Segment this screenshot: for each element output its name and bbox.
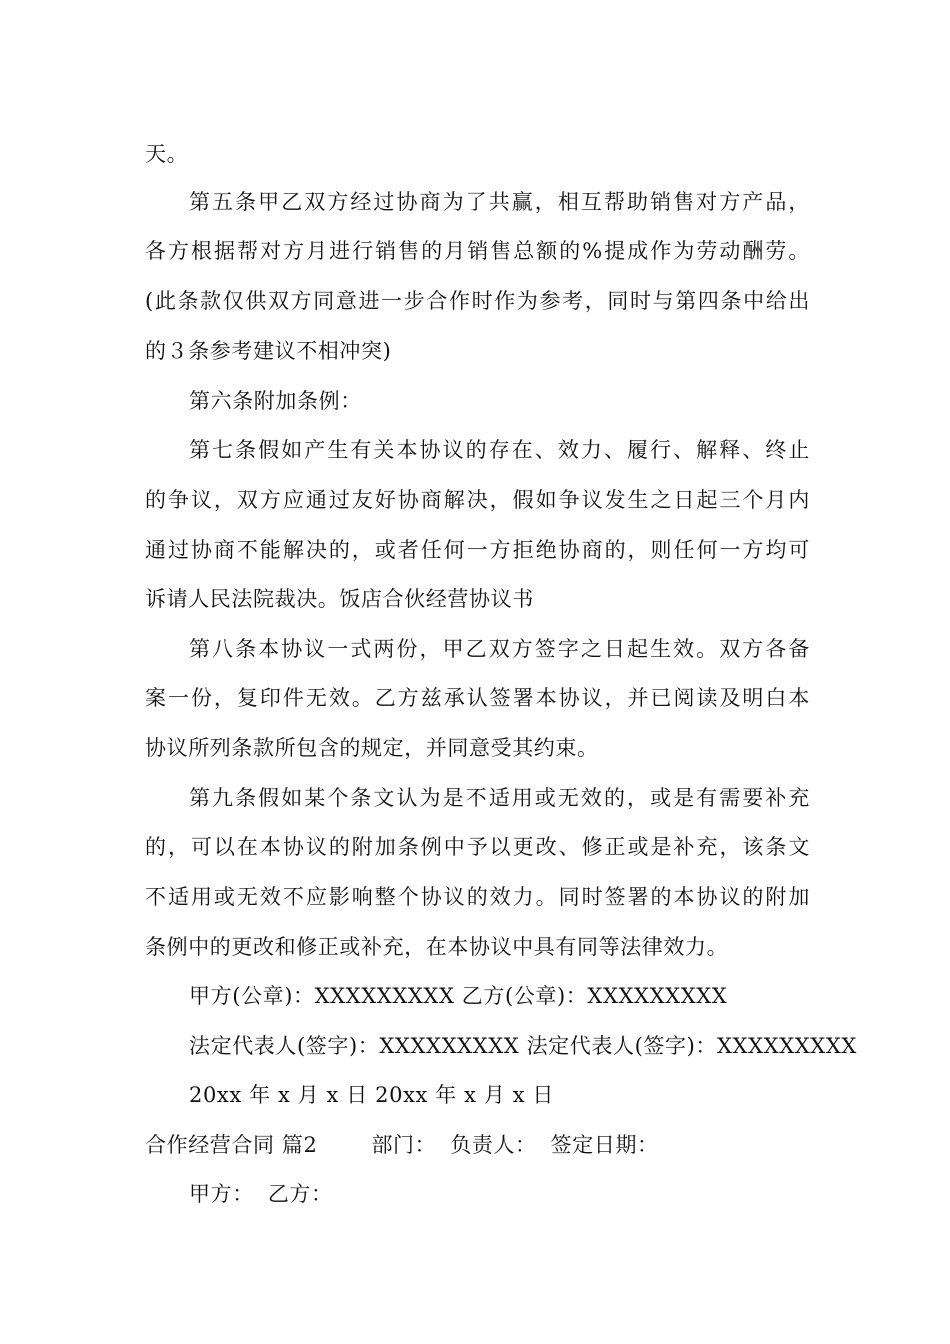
responsible-label: 负责人： <box>450 1133 537 1157</box>
party-a-label: 甲方： <box>189 1182 254 1206</box>
contract2-parties <box>189 1179 810 1209</box>
party-b-label: 乙方： <box>267 1182 333 1206</box>
signature-line: 甲方(公章)：XXXXXXXXX 乙方(公章)：XXXXXXXXX <box>189 984 728 1008</box>
paragraph-line: 协议所列条款所包含的规定，并同意受其约束。 <box>145 736 599 760</box>
paragraph-line: 案一份，复印件无效。乙方兹承认签署本协议，并已阅读及明白本 <box>145 686 810 710</box>
paragraph-line: (此条款仅供双方同意进一步合作时作为参考，同时与第四条中给出 <box>145 289 810 313</box>
paragraph-line: 第五条甲乙双方经过协商为了共赢，相互帮助销售对方产品， <box>189 190 810 214</box>
paragraph-line: 诉请人民法院裁决。饭店合伙经营协议书 <box>145 587 534 611</box>
paragraph-line: 天。 <box>145 142 189 166</box>
paragraph-line: 通过协商不能解决的，或者任何一方拒绝协商的，则任何一方均可 <box>145 538 810 562</box>
contract2-title: 合作经营合同 篇2 <box>145 1133 318 1157</box>
paragraph-line: 的，可以在本协议的附加条例中予以更改、修正或是补充，该条文 <box>145 835 810 859</box>
paragraph-line: 的争议，双方应通过友好协商解决，假如争议发生之日起三个月内 <box>145 488 810 512</box>
paragraph-line: 各方根据帮对方月进行销售的月销售总额的%提成作为劳动酬劳。 <box>145 239 810 263</box>
paragraph-line: 第八条本协议一式两份，甲乙双方签字之日起生效。双方各备 <box>189 637 810 661</box>
date-line: 20xx 年 x 月 x 日 20xx 年 x 月 x 日 <box>189 1083 555 1107</box>
paragraph-line: 第九条假如某个条文认为是不适用或无效的，或是有需要补充 <box>189 786 810 810</box>
paragraph-line: 条例中的更改和修正或补充，在本协议中具有同等法律效力。 <box>145 935 729 959</box>
paragraph-line: 的３条参考建议不相冲突) <box>145 339 392 363</box>
paragraph-line: 不适用或无效不应影响整个协议的效力。同时签署的本协议的附加 <box>145 885 810 909</box>
paragraph-line: 第七条假如产生有关本协议的存在、效力、履行、解释、终止 <box>189 438 810 462</box>
sign-date-label: 签定日期： <box>550 1133 659 1157</box>
paragraph-line: 第六条附加条例： <box>189 389 362 413</box>
contract2-header <box>145 1130 810 1160</box>
department-label: 部门： <box>371 1133 437 1157</box>
signature-line: 法定代表人(签字)：XXXXXXXXX 法定代表人(签字)：XXXXXXXXX <box>189 1034 857 1058</box>
